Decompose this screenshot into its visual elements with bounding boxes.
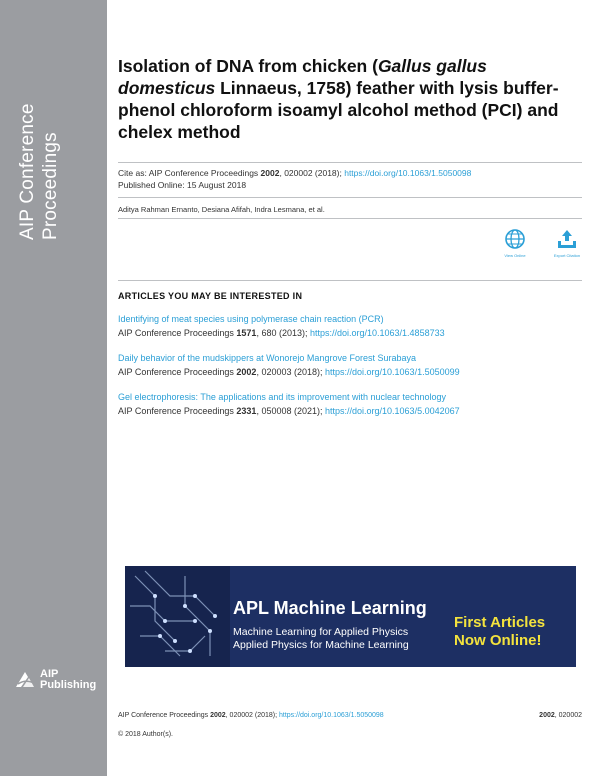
banner-cta-line1: First Articles	[454, 614, 546, 631]
divider	[118, 197, 582, 198]
related-article-doi-link[interactable]: https://doi.org/10.1063/1.5050099	[325, 366, 460, 377]
footer-doi-link[interactable]: https://doi.org/10.1063/1.5050098	[279, 712, 384, 719]
paper-title: Isolation of DNA from chicken (Gallus gallus domesticus Linnaeus, 1758) feather with lysis buffer-phenol chloroform isoamyl alcohol method (PCI) and chelex method	[118, 56, 559, 142]
published-date: Published Online: 15 August 2018	[118, 180, 247, 190]
related-articles-heading: ARTICLES YOU MAY BE INTERESTED IN	[118, 291, 303, 301]
aip-logo-line1: AIP	[40, 668, 59, 680]
related-article-title[interactable]: Daily behavior of the mudskippers at Wonorejo Mangrove Forest Surabaya	[118, 353, 416, 363]
related-article-citation: AIP Conference Proceedings 1571, 680 (2013); https://doi.org/10.1063/1.4858733	[118, 327, 445, 338]
journal-sidebar	[0, 0, 107, 776]
paper-doi-link[interactable]: https://doi.org/10.1063/1.5050098	[344, 168, 472, 178]
journal-name	[16, 0, 62, 240]
aip-logo-line2: Publishing	[40, 679, 97, 691]
journal-name-line1: AIP Conference	[17, 103, 38, 240]
footer-citation: AIP Conference Proceedings 2002, 020002 (2018); https://doi.org/10.1063/1.5050098	[118, 712, 384, 719]
list-item	[118, 352, 582, 379]
copyright: © 2018 Author(s).	[118, 731, 173, 738]
footer-page-id: 2002, 020002	[539, 712, 582, 719]
list-item	[118, 313, 582, 340]
list-item	[118, 391, 582, 418]
authors: Aditya Rahman Ernanto, Desiana Afifah, Indra Lesmana, et al.	[118, 205, 325, 214]
divider	[118, 280, 582, 281]
related-article-title[interactable]: Identifying of meat species using polymerase chain reaction (PCR)	[118, 314, 384, 324]
banner-title: APL Machine Learning	[233, 598, 427, 618]
aip-publishing-logo	[14, 669, 96, 691]
related-article-citation: AIP Conference Proceedings 2331, 050008 (2021); https://doi.org/10.1063/5.0042067	[118, 405, 460, 416]
banner-subtitle-line1: Machine Learning for Applied Physics	[233, 626, 409, 638]
related-article-doi-link[interactable]: https://doi.org/10.1063/1.4858733	[309, 327, 445, 338]
citation-line: Cite as: AIP Conference Proceedings 2002, 020002 (2018); https://doi.org/10.1063/1.5050098	[118, 168, 472, 178]
related-article-citation: AIP Conference Proceedings 2002, 020003 (2018); https://doi.org/10.1063/1.5050099	[118, 366, 460, 377]
journal-name-line2: Proceedings	[40, 132, 61, 240]
divider	[118, 162, 582, 163]
banner-subtitle-line2: Applied Physics for Machine Learning	[233, 639, 409, 651]
banner-subtitle	[233, 626, 409, 652]
banner-cta	[454, 614, 545, 650]
export-icon	[556, 228, 578, 250]
view-online-button[interactable]	[495, 228, 535, 258]
paper-title-species: Gallus gallus domesticus	[118, 56, 487, 98]
related-article-title[interactable]: Gel electrophoresis: The applications and its improvement with nuclear technology	[118, 392, 447, 402]
globe-icon	[504, 228, 526, 250]
related-article-doi-link[interactable]: https://doi.org/10.1063/5.0042067	[325, 405, 460, 416]
page-footer	[118, 712, 582, 719]
view-online-label: View Online	[504, 253, 526, 258]
banner-cta-line2: Now Online!	[454, 632, 542, 649]
export-citation-button[interactable]	[547, 228, 587, 258]
circuit-brain-graphic	[125, 566, 230, 667]
export-citation-label: Export Citation	[553, 253, 581, 258]
aip-logo-icon	[14, 669, 36, 691]
divider	[118, 218, 582, 219]
